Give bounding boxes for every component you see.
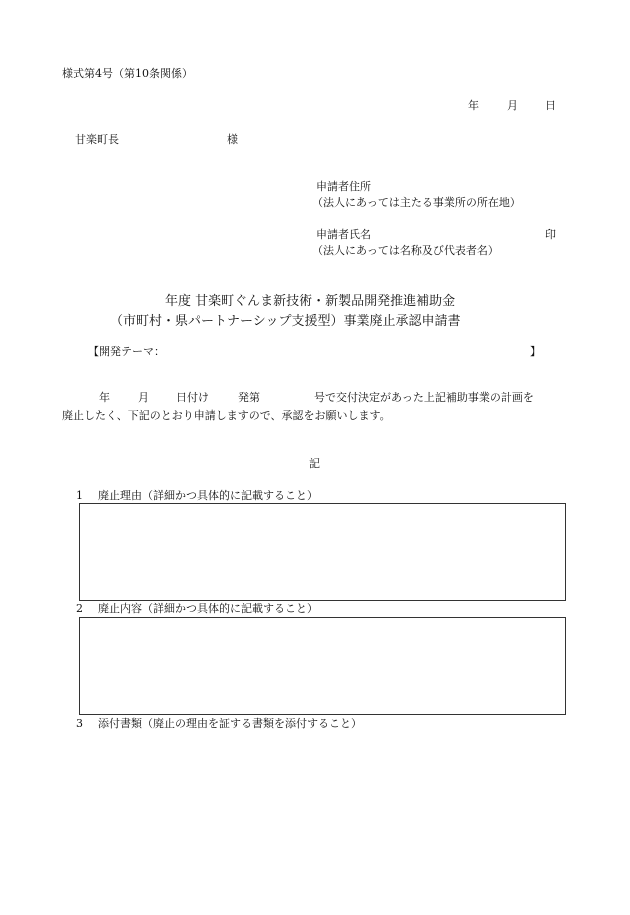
body-month: 月 — [138, 391, 149, 404]
theme-close: 】 — [530, 345, 541, 358]
item-3-label: 添付書類（廃止の理由を証する書類を添付すること） — [98, 717, 362, 730]
applicant-address-note: （法人にあっては主たる事業所の所在地） — [312, 196, 521, 209]
applicant-seal: 印 — [545, 228, 556, 241]
date-month: 月 — [507, 99, 518, 112]
body-line2: 廃止したく、下記のとおり申請しますので、承認をお願いします。 — [62, 409, 391, 422]
applicant-name-note: （法人にあっては名称及び代表者名） — [312, 244, 499, 257]
form-number: 様式第4号（第10条関係） — [62, 67, 193, 80]
body-year: 年 — [99, 391, 110, 404]
body-day-suffix: 日付け — [176, 391, 209, 404]
date-day: 日 — [545, 99, 556, 112]
addressee-name: 甘楽町長 — [75, 133, 119, 146]
item-2-number: 2 — [76, 602, 83, 615]
theme-open: 【開発テーマ： — [88, 345, 165, 358]
item-2-input-box[interactable] — [79, 617, 566, 715]
body-rest: 号で交付決定があった上記補助事業の計画を — [314, 391, 534, 404]
item-1-input-box[interactable] — [79, 503, 566, 601]
document-title-line1: 年度 甘楽町ぐんま新技術・新製品開発推進補助金 — [165, 294, 456, 309]
document-title-line2: （市町村・県パートナーシップ支援型）事業廃止承認申請書 — [110, 314, 461, 329]
date-year: 年 — [468, 99, 479, 112]
body-issue: 発第 — [238, 391, 260, 404]
applicant-name-label: 申請者氏名 — [316, 228, 371, 241]
item-1-label: 廃止理由（詳細かつ具体的に記載すること） — [98, 489, 318, 502]
applicant-address-label: 申請者住所 — [316, 180, 371, 193]
item-2-label: 廃止内容（詳細かつ具体的に記載すること） — [98, 602, 318, 615]
item-3-number: 3 — [76, 717, 83, 730]
addressee-honorific: 様 — [227, 133, 238, 146]
item-1-number: 1 — [76, 489, 83, 502]
ki-heading: 記 — [309, 457, 320, 470]
